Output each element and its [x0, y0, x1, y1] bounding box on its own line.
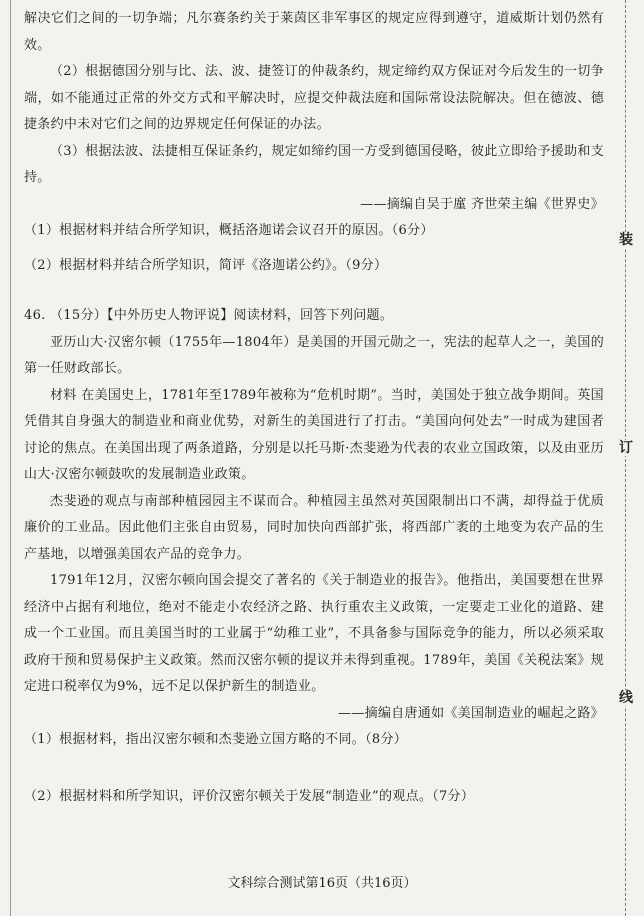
question-45-2: （2）根据材料并结合所学知识，简评《洛迦诺公约》。（9分）	[24, 257, 388, 273]
question-46-header: 46. （15分）【中外历史人物评说】阅读材料，回答下列问题。	[24, 308, 394, 323]
question-46-2: （2）根据材料和所学知识，评价汉密尔顿关于发展“制造业”的观点。（7分）	[24, 788, 475, 804]
material-paragraph-1: 材料 在美国史上，1781年至1789年被称为“危机时期”。当时，美国处于独立战争期间。英国凭借其自身强大的制造业和商业优势，对新生的美国进行了打击。“美国向何处去”一时成为建国者讨论的焦点。在美国出现了两条道路，分别是以托马斯·杰斐逊为代表的农业立国政策，以及由亚历山大·汉密尔顿鼓吹的发展制造业政策。	[24, 387, 604, 482]
page-content	[24, 6, 604, 810]
binding-label-zhuang: 装	[619, 232, 633, 248]
material-paragraph-2: 杰斐逊的观点与南部种植园园主不谋而合。种植园主虽然对英国限制出口不满，却得益于优质廉价的工业品。因此他们主张自由贸易，同时加快向西部扩张，将西部广袤的土地变为农产品的生产基地，以增强美国农产品的竞争力。	[24, 493, 604, 562]
binding-label-xian: 线	[619, 690, 633, 706]
binding-label-ding: 订	[619, 440, 633, 456]
question-46-intro: 亚历山大·汉密尔顿（1755年—1804年）是美国的开国元勋之一，宪法的起草人之一，美国的第一任财政部长。	[24, 334, 604, 376]
treaty-point-3: （3）根据法波、法捷相互保证条约，规定如缔约国一方受到德国侵略，彼此立即给予援助和支持。	[24, 143, 604, 185]
passage-continuation: 解决它们之间的一切争端；凡尔赛条约关于莱茵区非军事区的规定应得到遵守，道威斯计划仍然有效。	[24, 11, 604, 53]
page-footer: 文科综合测试第16页（共16页）	[227, 876, 417, 891]
source-citation-46: ——摘编自唐通如《美国制造业的崛起之路》	[337, 705, 604, 721]
source-citation-45: ——摘编自吴于廑 齐世荣主编《世界史》	[360, 196, 604, 212]
treaty-point-2: （2）根据德国分别与比、法、波、捷签订的仲裁条约，规定缔约双方保证对今后发生的一切争端，如不能通过正常的外交方式和平解决时，应提交仲裁法庭和国际常设法院解决。但在德波、德捷条约中未对它们之间的边界规定任何保证的办法。	[24, 64, 604, 132]
binding-line	[625, 0, 626, 916]
question-45-1: （1）根据材料并结合所学知识，概括洛迦诺会议召开的原因。（6分）	[24, 223, 434, 238]
left-margin-rule	[10, 0, 11, 916]
material-paragraph-3: 1791年12月，汉密尔顿向国会提交了著名的《关于制造业的报告》。他指出，美国要想在世界经济中占据有利地位，绝对不能走小农经济之路、执行重农主义政策，一定要走工业化的道路、建成一个工业国。而且美国当时的工业属于“幼稚工业”，不具备参与国际竞争的能力，所以必须采取政府干预和贸易保护主义政策。然而汉密尔顿的提议并未得到重视。1789年，美国《关税法案》规定进口税率仅为9%，远不足以保护新生的制造业。	[24, 573, 604, 694]
question-46-1: （1）根据材料，指出汉密尔顿和杰斐逊立国方略的不同。（8分）	[24, 732, 408, 747]
